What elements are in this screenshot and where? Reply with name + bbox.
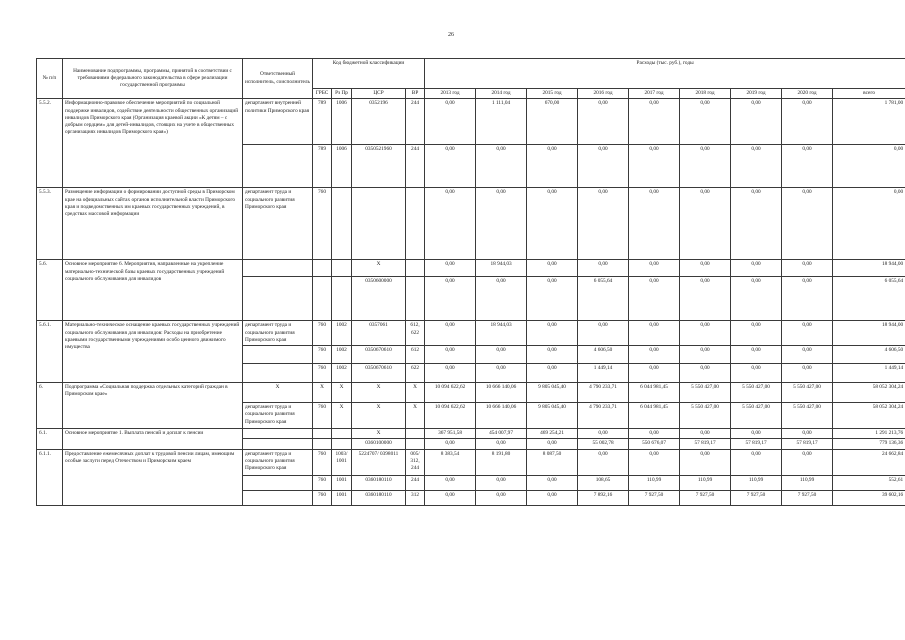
year-value-cell: 0,00 bbox=[629, 321, 680, 346]
rzpr-cell: 1006 bbox=[332, 145, 352, 188]
year-value-cell: 5 550 427,00 bbox=[731, 383, 782, 403]
total-cell: 1 291 213,76 bbox=[833, 429, 905, 439]
csr-cell: 0360100000 bbox=[352, 439, 406, 449]
year-value-cell: 0,00 bbox=[425, 277, 476, 321]
year-value-cell: 5 550 427,00 bbox=[680, 383, 731, 403]
year-value-cell: 110,99 bbox=[629, 475, 680, 490]
header-year: 2013 год bbox=[425, 89, 476, 99]
year-value-cell: 8 191,80 bbox=[476, 449, 527, 475]
csr-cell: 0350600000 bbox=[352, 277, 406, 321]
rzpr-cell: 1003/ 1001 bbox=[332, 449, 352, 475]
grbs-cell bbox=[313, 429, 332, 439]
year-value-cell: 6 044 981,45 bbox=[629, 403, 680, 429]
executor-cell: департамент труда и социального развития Приморского края bbox=[243, 449, 313, 475]
year-value-cell: 0,00 bbox=[731, 277, 782, 321]
header-executor: Ответственный исполнитель, соисполнитель bbox=[243, 59, 313, 99]
grbs-cell: 789 bbox=[313, 99, 332, 145]
year-value-cell: 108,65 bbox=[578, 475, 629, 490]
year-value-cell: 0,00 bbox=[527, 321, 578, 346]
year-value-cell: 0,00 bbox=[731, 188, 782, 260]
year-value-cell: 0,00 bbox=[680, 145, 731, 188]
year-value-cell: 0,00 bbox=[731, 99, 782, 145]
year-value-cell: 0,00 bbox=[527, 475, 578, 490]
year-value-cell: 0,00 bbox=[680, 260, 731, 277]
year-value-cell: 0,00 bbox=[782, 145, 833, 188]
year-value-cell: 0,00 bbox=[731, 449, 782, 475]
year-value-cell: 0,00 bbox=[476, 277, 527, 321]
year-value-cell: 55 002,78 bbox=[578, 439, 629, 449]
table-row bbox=[37, 429, 905, 439]
executor-cell bbox=[243, 429, 313, 439]
year-value-cell: 0,00 bbox=[527, 277, 578, 321]
rzpr-cell: X bbox=[332, 383, 352, 403]
row-number: 5.5.3. bbox=[37, 188, 63, 260]
header-year: 2015 год bbox=[527, 89, 578, 99]
header-rzpr: Рз Пр bbox=[332, 89, 352, 99]
year-value-cell: 0,00 bbox=[680, 277, 731, 321]
year-value-cell: 0,00 bbox=[425, 145, 476, 188]
table-row bbox=[37, 99, 905, 145]
vr-cell bbox=[406, 429, 425, 439]
year-value-cell: 0,00 bbox=[629, 188, 680, 260]
year-value-cell: 5 550 427,00 bbox=[680, 403, 731, 429]
row-number: 5.5.2. bbox=[37, 99, 63, 188]
total-cell: 39 602,16 bbox=[833, 490, 905, 505]
year-value-cell: 0,00 bbox=[527, 346, 578, 364]
year-value-cell: 5 550 427,00 bbox=[731, 403, 782, 429]
executor-cell: департамент труда и социального развития Приморского края bbox=[243, 403, 313, 429]
year-value-cell: 0,00 bbox=[680, 429, 731, 439]
vr-cell: 622 bbox=[406, 364, 425, 383]
rzpr-cell: 1001 bbox=[332, 490, 352, 505]
year-value-cell: 110,99 bbox=[680, 475, 731, 490]
year-value-cell: 0,00 bbox=[476, 490, 527, 505]
total-cell: 0,00 bbox=[833, 145, 905, 188]
table-row bbox=[37, 188, 905, 260]
year-value-cell: 0,00 bbox=[578, 449, 629, 475]
vr-cell: 005/ 312, 244 bbox=[406, 449, 425, 475]
year-value-cell: 0,00 bbox=[731, 429, 782, 439]
year-value-cell: 0,00 bbox=[578, 321, 629, 346]
header-year: 2020 год bbox=[782, 89, 833, 99]
year-value-cell: 0,00 bbox=[782, 364, 833, 383]
csr-cell: 0350670610 bbox=[352, 364, 406, 383]
year-value-cell: 0,00 bbox=[578, 260, 629, 277]
vr-cell: X bbox=[406, 403, 425, 429]
total-cell: 4 606,50 bbox=[833, 346, 905, 364]
year-value-cell: 0,00 bbox=[680, 188, 731, 260]
executor-cell bbox=[243, 439, 313, 449]
total-cell: 552,61 bbox=[833, 475, 905, 490]
grbs-cell: 760 bbox=[313, 188, 332, 260]
program-name: Размещение информации о формировании доступной среды в Приморском крае на официальных сайтах органов исполнительной власти Приморского края и подведомственных им краевых государственных учреждений, в средствах массовой информации bbox=[63, 188, 243, 260]
table-row bbox=[37, 449, 905, 475]
rzpr-cell bbox=[332, 277, 352, 321]
year-value-cell: 6 055,64 bbox=[578, 277, 629, 321]
year-value-cell: 0,00 bbox=[425, 260, 476, 277]
year-value-cell: 0,00 bbox=[425, 475, 476, 490]
header-csr: ЦСР bbox=[352, 89, 406, 99]
year-value-cell: 0,00 bbox=[578, 188, 629, 260]
header-code: Код бюджетной классификации bbox=[313, 59, 425, 89]
year-value-cell: 0,00 bbox=[680, 321, 731, 346]
total-cell: 6 055,64 bbox=[833, 277, 905, 321]
year-value-cell: 0,00 bbox=[527, 364, 578, 383]
total-cell: 24 662,84 bbox=[833, 449, 905, 475]
grbs-cell: 789 bbox=[313, 145, 332, 188]
page-number: 26 bbox=[448, 32, 454, 38]
grbs-cell: 760 bbox=[313, 475, 332, 490]
year-value-cell: 0,00 bbox=[680, 364, 731, 383]
csr-cell: X bbox=[352, 429, 406, 439]
vr-cell bbox=[406, 188, 425, 260]
year-value-cell: 0,00 bbox=[629, 346, 680, 364]
year-value-cell: 9 805 045,40 bbox=[527, 403, 578, 429]
year-value-cell: 0,00 bbox=[476, 439, 527, 449]
year-value-cell: 670,00 bbox=[527, 99, 578, 145]
header-year: 2019 год bbox=[731, 89, 782, 99]
year-value-cell: 0,00 bbox=[782, 449, 833, 475]
year-value-cell: 0,00 bbox=[425, 99, 476, 145]
year-value-cell: 0,00 bbox=[629, 429, 680, 439]
year-value-cell: 0,00 bbox=[425, 321, 476, 346]
year-value-cell: 0,00 bbox=[782, 260, 833, 277]
row-number: 6.1. bbox=[37, 429, 63, 450]
year-value-cell: 469 254,21 bbox=[527, 429, 578, 439]
program-name: Основное мероприятие 6. Мероприятия, направленные на укрепление материально-технической базы краевых государственных учреждений социального обслуживания для инвалидов bbox=[63, 260, 243, 321]
year-value-cell: 5 550 427,00 bbox=[782, 383, 833, 403]
year-value-cell: 0,00 bbox=[782, 346, 833, 364]
header-year: 2014 год bbox=[476, 89, 527, 99]
year-value-cell: 0,00 bbox=[782, 188, 833, 260]
year-value-cell: 0,00 bbox=[527, 260, 578, 277]
year-value-cell: 7 927,50 bbox=[731, 490, 782, 505]
header-year: 2017 год bbox=[629, 89, 680, 99]
year-value-cell: 0,00 bbox=[629, 364, 680, 383]
grbs-cell bbox=[313, 277, 332, 321]
year-value-cell: 57 819,17 bbox=[731, 439, 782, 449]
year-value-cell: 0,00 bbox=[629, 99, 680, 145]
csr-cell: X bbox=[352, 383, 406, 403]
year-value-cell: 454 007,97 bbox=[476, 429, 527, 439]
year-value-cell: 10 094 622,62 bbox=[425, 383, 476, 403]
vr-cell bbox=[406, 439, 425, 449]
year-value-cell: 0,00 bbox=[680, 99, 731, 145]
year-value-cell: 0,00 bbox=[425, 364, 476, 383]
grbs-cell: 760 bbox=[313, 346, 332, 364]
year-value-cell: 0,00 bbox=[782, 429, 833, 439]
csr-cell: 0352196 bbox=[352, 99, 406, 145]
year-value-cell: 0,00 bbox=[578, 429, 629, 439]
total-cell: 0,00 bbox=[833, 188, 905, 260]
year-value-cell: 0,00 bbox=[476, 346, 527, 364]
year-value-cell: 110,99 bbox=[782, 475, 833, 490]
rzpr-cell bbox=[332, 429, 352, 439]
total-cell: 58 052 304,24 bbox=[833, 383, 905, 403]
year-value-cell: 6 044 981,45 bbox=[629, 383, 680, 403]
vr-cell: 612, 622 bbox=[406, 321, 425, 346]
rzpr-cell: 1002 bbox=[332, 321, 352, 346]
row-number: 6.1.1. bbox=[37, 449, 63, 505]
rzpr-cell: X bbox=[332, 403, 352, 429]
header-num: № п/п bbox=[37, 59, 63, 99]
year-value-cell: 0,00 bbox=[629, 145, 680, 188]
program-name: Основное мероприятие 1. Выплата пенсий и доплат к пенсии bbox=[63, 429, 243, 450]
program-name: Подпрограмма «Социальная поддержка отдельных категорий граждан в Приморском крае» bbox=[63, 383, 243, 429]
total-cell: 1 781,00 bbox=[833, 99, 905, 145]
csr-cell: 5224707/ 0398011 bbox=[352, 449, 406, 475]
header-vr: ВР bbox=[406, 89, 425, 99]
csr-cell: X bbox=[352, 260, 406, 277]
year-value-cell: 0,00 bbox=[680, 449, 731, 475]
row-number: 5.6. bbox=[37, 260, 63, 321]
csr-cell: X bbox=[352, 403, 406, 429]
executor-cell bbox=[243, 145, 313, 188]
program-name: Предоставление ежемесячных доплат к трудовой пенсии лицам, имеющим особые заслуги перед Отечеством и Приморским краем bbox=[63, 449, 243, 505]
year-value-cell: 0,00 bbox=[578, 145, 629, 188]
year-value-cell: 5 550 427,00 bbox=[782, 403, 833, 429]
year-value-cell: 0,00 bbox=[680, 346, 731, 364]
vr-cell bbox=[406, 260, 425, 277]
rzpr-cell: 1001 bbox=[332, 475, 352, 490]
year-value-cell: 0,00 bbox=[629, 260, 680, 277]
vr-cell: 612 bbox=[406, 346, 425, 364]
vr-cell: 244 bbox=[406, 145, 425, 188]
header-name: Наименование подпрограммы, программы, принятой в соответствии с требованиями федерального законодательства в сфере реализации государственной программы bbox=[63, 59, 243, 99]
rzpr-cell bbox=[332, 188, 352, 260]
executor-cell bbox=[243, 346, 313, 364]
year-value-cell: 0,00 bbox=[425, 439, 476, 449]
row-number: 5.6.1. bbox=[37, 321, 63, 383]
csr-cell bbox=[352, 188, 406, 260]
year-value-cell: 0,00 bbox=[731, 145, 782, 188]
year-value-cell: 4 790 233,71 bbox=[578, 383, 629, 403]
vr-cell: 312 bbox=[406, 490, 425, 505]
year-value-cell: 0,00 bbox=[629, 449, 680, 475]
header-total: всего bbox=[833, 89, 905, 99]
csr-cell: 0350521960 bbox=[352, 145, 406, 188]
year-value-cell: 18 944,03 bbox=[476, 260, 527, 277]
year-value-cell: 110,99 bbox=[731, 475, 782, 490]
budget-table bbox=[36, 58, 905, 506]
year-value-cell: 0,00 bbox=[425, 188, 476, 260]
rzpr-cell bbox=[332, 260, 352, 277]
year-value-cell: 10 094 622,62 bbox=[425, 403, 476, 429]
csr-cell: 0350670610 bbox=[352, 346, 406, 364]
total-cell: 18 944,00 bbox=[833, 260, 905, 277]
vr-cell: 244 bbox=[406, 475, 425, 490]
executor-cell bbox=[243, 364, 313, 383]
grbs-cell: 760 bbox=[313, 403, 332, 429]
executor-cell bbox=[243, 490, 313, 505]
header-year: 2018 год bbox=[680, 89, 731, 99]
grbs-cell: 760 bbox=[313, 321, 332, 346]
year-value-cell: 550 676,07 bbox=[629, 439, 680, 449]
year-value-cell: 367 951,58 bbox=[425, 429, 476, 439]
program-name: Информационно-правовое обеспечение мероприятий по социальной поддержке инвалидов, содействие деятельности общественных организаций инвалидов Приморского края (Организация краевой акции «К детям – с добрым сердцем» для детей-инвалидов, стоящих на учете в общественных организациях инвалидов Приморского края») bbox=[63, 99, 243, 188]
vr-cell: X bbox=[406, 383, 425, 403]
year-value-cell: 4 606,50 bbox=[578, 346, 629, 364]
year-value-cell: 7 927,50 bbox=[680, 490, 731, 505]
year-value-cell: 0,00 bbox=[527, 188, 578, 260]
year-value-cell: 0,00 bbox=[731, 346, 782, 364]
year-value-cell: 0,00 bbox=[476, 145, 527, 188]
header-year: 2016 год bbox=[578, 89, 629, 99]
grbs-cell bbox=[313, 260, 332, 277]
table-row bbox=[37, 321, 905, 346]
year-value-cell: 0,00 bbox=[425, 490, 476, 505]
executor-cell: департамент внутренней политики Приморского края bbox=[243, 99, 313, 145]
rzpr-cell: 1002 bbox=[332, 346, 352, 364]
executor-cell bbox=[243, 277, 313, 321]
year-value-cell: 0,00 bbox=[629, 277, 680, 321]
year-value-cell: 0,00 bbox=[425, 346, 476, 364]
executor-cell: департамент труда и социального развития Приморского края bbox=[243, 188, 313, 260]
year-value-cell: 4 790 233,71 bbox=[578, 403, 629, 429]
table-row bbox=[37, 383, 905, 403]
year-value-cell: 0,00 bbox=[731, 260, 782, 277]
year-value-cell: 0,00 bbox=[782, 321, 833, 346]
csr-cell: 0360180110 bbox=[352, 490, 406, 505]
total-cell: 779 136,36 bbox=[833, 439, 905, 449]
year-value-cell: 8 383,54 bbox=[425, 449, 476, 475]
header-expenses: Расходы (тыс. руб.), годы bbox=[425, 59, 905, 89]
header-grbs: ГРБС bbox=[313, 89, 332, 99]
year-value-cell: 10 666 140,06 bbox=[476, 383, 527, 403]
year-value-cell: 18 944,03 bbox=[476, 321, 527, 346]
year-value-cell: 7 927,50 bbox=[782, 490, 833, 505]
rzpr-cell bbox=[332, 439, 352, 449]
year-value-cell: 7 892,16 bbox=[578, 490, 629, 505]
year-value-cell: 7 927,50 bbox=[629, 490, 680, 505]
executor-cell: департамент труда и социального развития Приморского края bbox=[243, 321, 313, 346]
year-value-cell: 1 111,04 bbox=[476, 99, 527, 145]
grbs-cell: 760 bbox=[313, 364, 332, 383]
year-value-cell: 1 449,14 bbox=[578, 364, 629, 383]
csr-cell: 0357061 bbox=[352, 321, 406, 346]
year-value-cell: 0,00 bbox=[731, 364, 782, 383]
grbs-cell: 760 bbox=[313, 490, 332, 505]
grbs-cell: X bbox=[313, 383, 332, 403]
total-cell: 1 449,14 bbox=[833, 364, 905, 383]
year-value-cell: 0,00 bbox=[527, 490, 578, 505]
year-value-cell: 0,00 bbox=[782, 277, 833, 321]
year-value-cell: 8 087,50 bbox=[527, 449, 578, 475]
year-value-cell: 0,00 bbox=[476, 364, 527, 383]
executor-cell bbox=[243, 475, 313, 490]
year-value-cell: 0,00 bbox=[476, 475, 527, 490]
executor-cell bbox=[243, 260, 313, 277]
grbs-cell: 760 bbox=[313, 449, 332, 475]
year-value-cell: 0,00 bbox=[527, 439, 578, 449]
year-value-cell: 57 819,17 bbox=[680, 439, 731, 449]
program-name: Материально-техническое оснащение краевых государственных учреждений социального обслуживания для инвалидов: Расходы на приобретение краевыми государственными учреждениями особо ценного движимого имущества bbox=[63, 321, 243, 383]
year-value-cell: 0,00 bbox=[731, 321, 782, 346]
table-row bbox=[37, 260, 905, 277]
year-value-cell: 10 666 140,06 bbox=[476, 403, 527, 429]
year-value-cell: 57 819,17 bbox=[782, 439, 833, 449]
year-value-cell: 0,00 bbox=[476, 188, 527, 260]
grbs-cell bbox=[313, 439, 332, 449]
csr-cell: 0360180110 bbox=[352, 475, 406, 490]
year-value-cell: 9 805 045,40 bbox=[527, 383, 578, 403]
vr-cell bbox=[406, 277, 425, 321]
year-value-cell: 0,00 bbox=[578, 99, 629, 145]
row-number: 6. bbox=[37, 383, 63, 429]
total-cell: 18 944,00 bbox=[833, 321, 905, 346]
rzpr-cell: 1006 bbox=[332, 99, 352, 145]
total-cell: 58 052 304,24 bbox=[833, 403, 905, 429]
year-value-cell: 0,00 bbox=[782, 99, 833, 145]
vr-cell: 244 bbox=[406, 99, 425, 145]
executor-cell: X bbox=[243, 383, 313, 403]
year-value-cell: 0,00 bbox=[527, 145, 578, 188]
rzpr-cell: 1002 bbox=[332, 364, 352, 383]
